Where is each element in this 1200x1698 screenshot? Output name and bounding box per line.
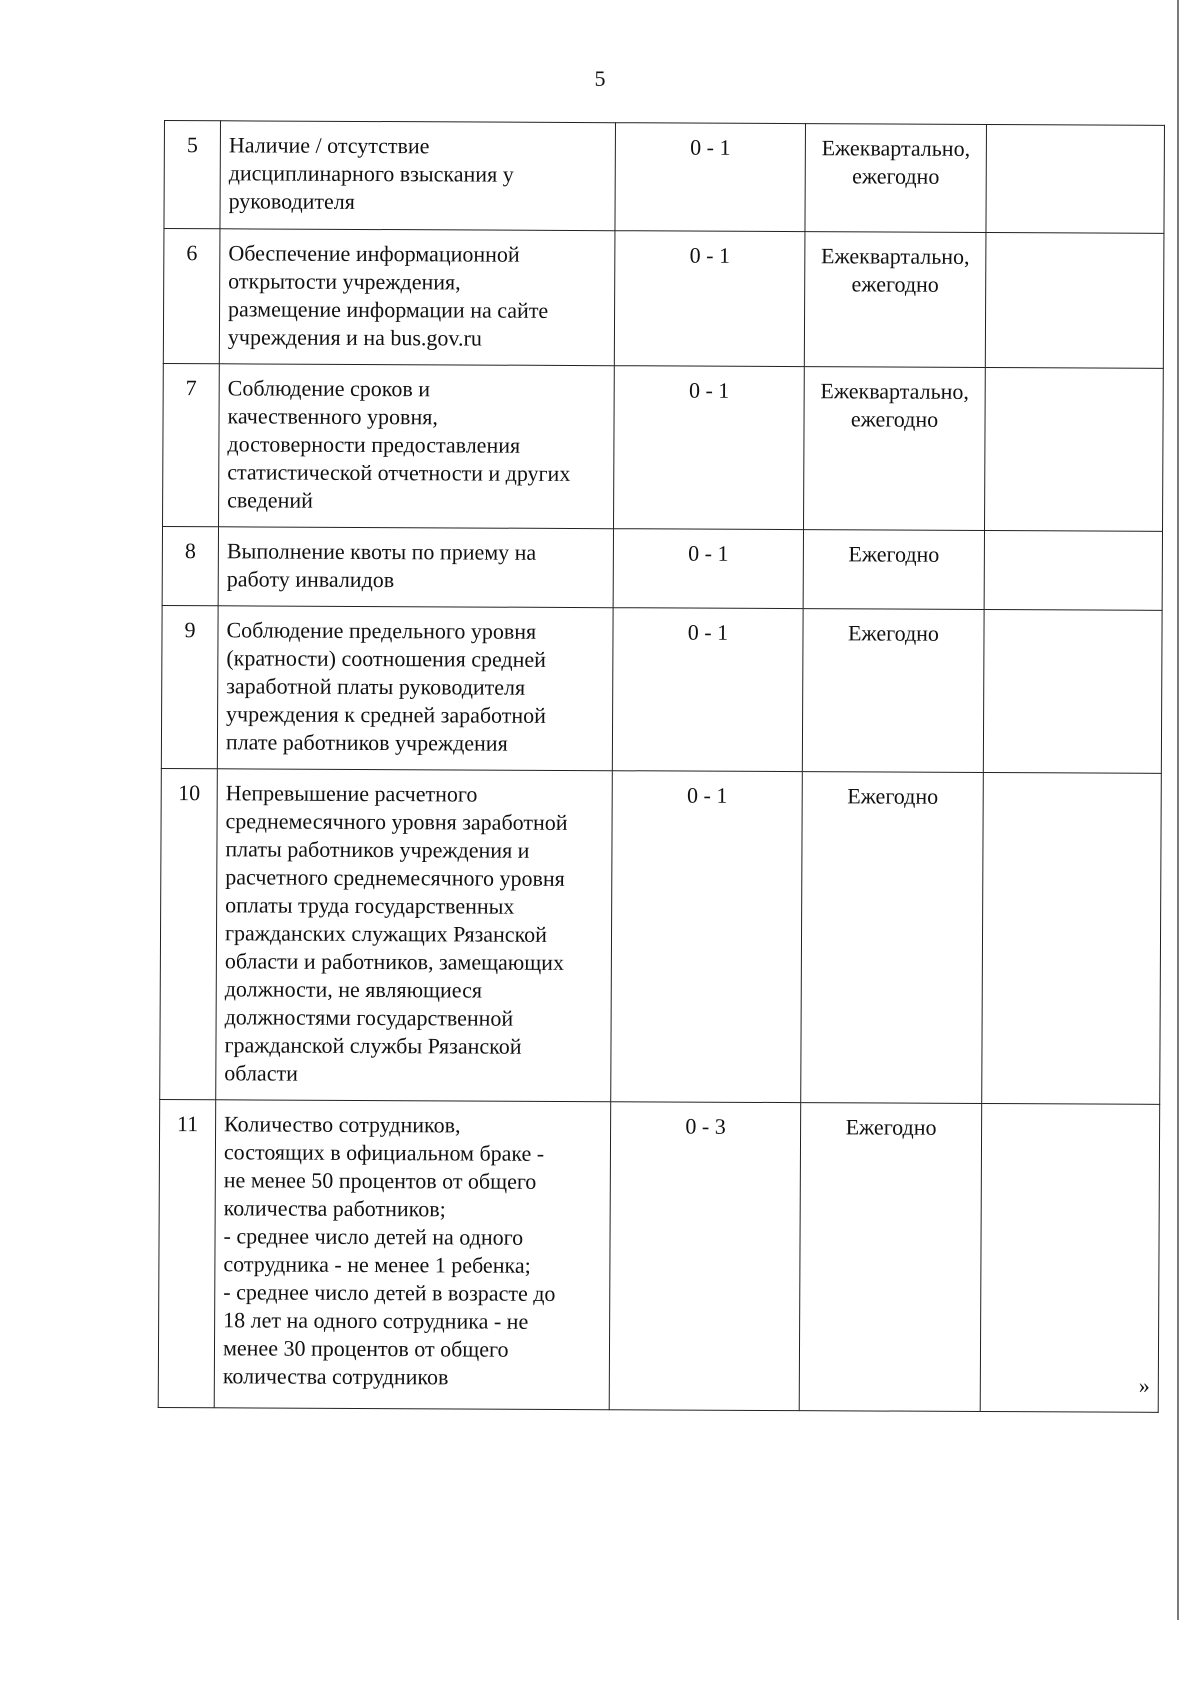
periodicity: [804, 367, 986, 531]
table-row: [160, 768, 1162, 1104]
score-range: 0 - 1: [614, 231, 805, 367]
periodicity-text: Ежегодно: [847, 620, 940, 646]
table-row: [163, 363, 1164, 531]
score-range: 0 - 1: [615, 123, 806, 232]
periodicity-text: Ежеквартально, ежегодно: [821, 135, 971, 189]
criterion-text: [220, 121, 616, 231]
row-number: 5: [164, 121, 221, 229]
extra-cell: [985, 233, 1164, 369]
row-number: 10: [160, 768, 218, 1099]
score-range: 0 - 1: [614, 366, 805, 530]
score-range: 0 - 1: [611, 771, 803, 1103]
closing-quote-mark: »: [1138, 1372, 1150, 1398]
criterion-text-content: Непревышение расчетного среднемесячного уровня заработной платы работников учреждения и расчетного среднемесячного уровня оплаты труда государственных гражданских служащих Рязанской области и работников, замещающих должности, не являющиеся должностями государственной гражданской службы Рязанской области: [224, 780, 568, 1086]
scan-edge-line: [1177, 0, 1179, 1620]
criterion-text: [218, 527, 613, 608]
periodicity-text: Ежеквартально, ежегодно: [821, 243, 970, 297]
criterion-text-content: Соблюдение сроков и качественного уровня, достоверности предоставления статистической отчетности и других сведений: [227, 375, 571, 513]
row-number: 9: [161, 605, 218, 768]
criterion-text: [214, 1100, 611, 1410]
row-number: 8: [162, 526, 218, 605]
periodicity: [802, 609, 984, 773]
criterion-text-content: Наличие / отсутствие дисциплинарного взыскания у руководителя: [228, 132, 514, 214]
table-row: [158, 1099, 1159, 1412]
table-row: [163, 229, 1164, 369]
extra-cell: [980, 1104, 1160, 1413]
extra-cell: [982, 773, 1162, 1105]
criterion-text-content: Соблюдение предельного уровня (кратности) соотношения средней заработной платы руководителя учреждения к средней заработной плате работников учреждения: [225, 617, 547, 756]
table-row: [164, 121, 1165, 234]
criterion-text-content: Выполнение квоты по приему на работу инвалидов: [226, 538, 537, 593]
criteria-table: [158, 120, 1165, 1413]
periodicity-text: Ежегодно: [847, 783, 939, 809]
criterion-text: [219, 364, 615, 529]
extra-cell: [986, 125, 1165, 234]
criterion-text-content: Обеспечение информационной открытости учреждения, размещение информации на сайте учреждения и на bus.gov.ru: [227, 240, 549, 351]
table-row: [161, 605, 1162, 773]
criterion-text-content: Количество сотрудников, состоящих в официальном браке - не менее 50 процентов от общего количества работников; - среднее число детей на одного сотрудника - не менее 1 ребенка; - среднее число детей в возрасте до 18 лет на одного сотрудника - не менее 30 процентов от общего количества сотрудников: [222, 1111, 556, 1390]
extra-cell: [983, 610, 1162, 774]
extra-cell: [985, 368, 1164, 532]
extra-cell: [984, 531, 1162, 611]
table-row: [162, 526, 1162, 610]
periodicity-text: Ежегодно: [848, 541, 940, 567]
criterion-text: [219, 229, 615, 366]
score-range: 0 - 1: [612, 608, 803, 772]
periodicity: [799, 1103, 982, 1412]
page-number: 5: [594, 66, 606, 91]
row-number: 11: [158, 1099, 216, 1407]
periodicity: [804, 232, 986, 368]
criterion-text: [217, 606, 613, 771]
row-number: 6: [163, 229, 220, 364]
score-range: 0 - 1: [613, 529, 803, 609]
periodicity: [803, 530, 984, 610]
criterion-text: [216, 769, 613, 1102]
periodicity-text: Ежегодно: [845, 1114, 937, 1140]
row-number: 7: [163, 363, 220, 526]
periodicity: [805, 124, 987, 233]
score-range: 0 - 3: [609, 1102, 801, 1411]
periodicity: [801, 772, 984, 1104]
periodicity-text: Ежеквартально, ежегодно: [820, 378, 969, 432]
criteria-table-container: [158, 120, 1164, 1413]
